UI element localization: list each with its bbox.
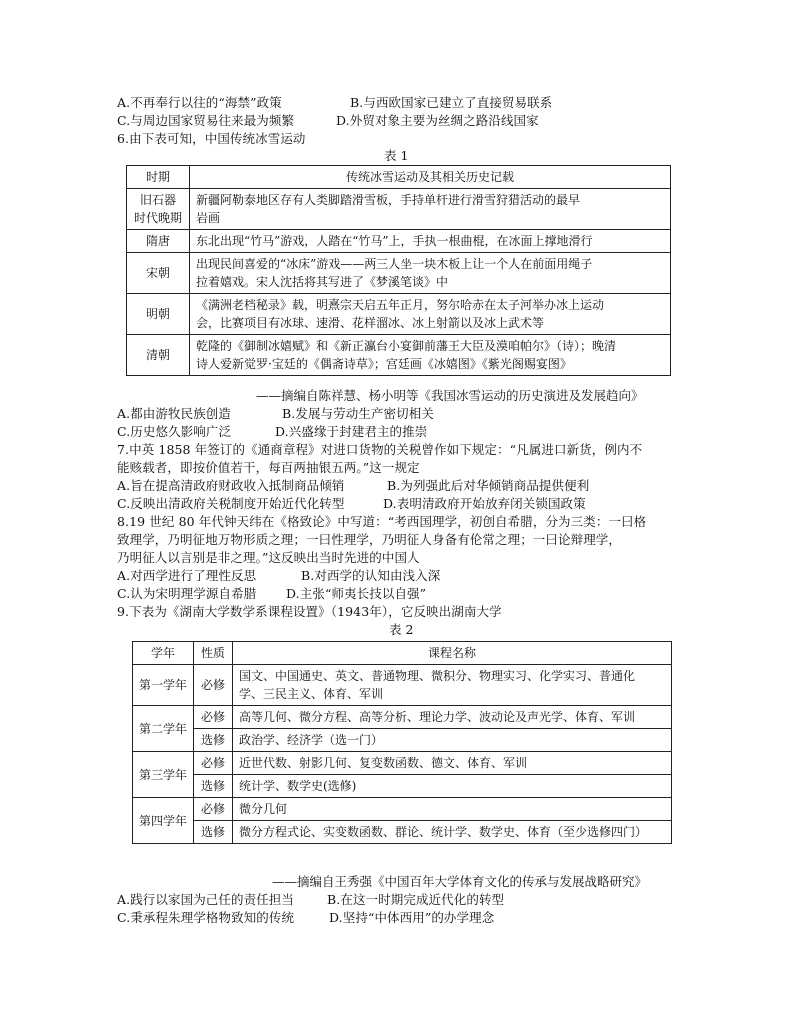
q7-stem-line2: 能赅载者，即按价值若干，每百两抽银五两。”这一规定	[117, 460, 420, 475]
table2-type: 必修	[194, 665, 233, 706]
q5-option-a[interactable]: A.不再奉行以往的“海禁”政策	[117, 95, 282, 110]
q7-options-row2	[117, 496, 586, 511]
table1	[126, 165, 671, 376]
q6-option-a[interactable]: A.都由游牧民族创造	[117, 406, 232, 421]
table-row	[133, 706, 672, 729]
table1-period: 旧石器 时代晚期	[127, 189, 190, 230]
q9-option-c[interactable]: C.秉承程朱理学格物致知的传统	[117, 910, 295, 925]
table-row	[127, 294, 671, 335]
table1-record: 东北出现“竹马”游戏，人踏在“竹马”上，手执一根曲棍，在冰面上撑地滑行	[190, 230, 671, 253]
table1-source: ——摘编自陈祥慧、杨小明等《我国冰雪运动的历史演进及发展趋向》	[256, 388, 644, 403]
q7-options-row1	[117, 478, 589, 493]
table2-courses: 微分方程式论、实变数函数、群论、统计学、数学史、体育（至少选修四门）	[233, 821, 672, 844]
q7-option-b[interactable]: B.为列强此后对华倾销商品提供便利	[387, 478, 590, 493]
q9-options-row1	[117, 892, 504, 907]
table-row	[133, 665, 672, 706]
table1-period: 清朝	[127, 335, 190, 376]
table2-type: 必修	[194, 706, 233, 729]
table2-title: 表 2	[389, 622, 414, 637]
table-row	[127, 189, 671, 230]
table2-year: 第四学年	[133, 798, 194, 844]
table2-courses: 统计学、数学史(选修)	[233, 775, 672, 798]
q8-stem-line2: 致理学，乃明征地万物形质之理；一曰性理学，乃明征人身备有伦常之理；一曰论辩理学，	[117, 532, 622, 547]
table2-type: 选修	[194, 775, 233, 798]
table-row	[133, 821, 672, 844]
table-row	[127, 335, 671, 376]
table2-type: 必修	[194, 752, 233, 775]
q9-options-row2	[117, 910, 494, 925]
q8-stem-line3: 乃明征人以言别是非之理。”这反映出当时先进的中国人	[117, 550, 420, 565]
table1-record: 出现民间喜爱的“冰床”游戏——两三人坐一块木板上让一个人在前面用绳子 拉着嬉戏。宋人沈括将其写进了《梦溪笔谈》中	[190, 253, 671, 294]
table-row	[133, 798, 672, 821]
table2-header-courses: 课程名称	[233, 642, 672, 665]
table1-header-row	[127, 166, 671, 189]
q6-option-b[interactable]: B.发展与劳动生产密切相关	[282, 406, 434, 421]
table1-record: 《满洲老档秘录》载，明熹宗天启五年正月，努尔哈赤在太子河举办冰上运动 会，比赛项目有冰球、速滑、花样溜冰、冰上射箭以及冰上武术等	[190, 294, 671, 335]
table-row	[133, 775, 672, 798]
q7-option-c[interactable]: C.反映出清政府关税制度开始近代化转型	[117, 496, 345, 511]
table1-record: 乾隆的《御制冰嬉赋》和《新正瀛台小宴御前藩王大臣及漠咱帕尔》（诗）；晚清 诗人爱新觉罗·宝廷的《偶斋诗草》；宫廷画《冰嬉图》《紫光阁赐宴图》	[190, 335, 671, 376]
table2-header-row	[133, 642, 672, 665]
q5-options-row2	[117, 113, 539, 128]
table1-period: 明朝	[127, 294, 190, 335]
q8-option-b[interactable]: B.对西学的认知由浅入深	[301, 568, 441, 583]
q8-options-row1	[117, 568, 440, 583]
q9-option-a[interactable]: A.践行以家国为己任的责任担当	[117, 892, 295, 907]
q5-option-d[interactable]: D.外贸对象主要为丝绸之路沿线国家	[336, 113, 539, 128]
table1-period: 宋朝	[127, 253, 190, 294]
table2-header-year: 学年	[133, 642, 194, 665]
table2-courses: 高等几何、微分方程、高等分析、理论力学、波动论及声光学、体育、军训	[233, 706, 672, 729]
q9-option-b[interactable]: B.在这一时期完成近代化的转型	[327, 892, 505, 907]
table2-courses: 微分几何	[233, 798, 672, 821]
table2-courses: 国文、中国通史、英文、普通物理、微积分、物理实习、化学实习、普通化 学、三民主义、体育、军训	[233, 665, 672, 706]
table2-type: 选修	[194, 729, 233, 752]
q8-option-d[interactable]: D.主张“师夷长技以自强”	[286, 586, 427, 601]
table2-source: ——摘编自王秀强《中国百年大学体育文化的传承与发展战略研究》	[272, 874, 648, 889]
table2-year: 第三学年	[133, 752, 194, 798]
q8-options-row2	[117, 586, 426, 601]
table1-header-record: 传统冰雪运动及其相关历史记载	[190, 166, 671, 189]
q5-option-b[interactable]: B.与西欧国家已建立了直接贸易联系	[350, 95, 553, 110]
q8-option-a[interactable]: A.对西学进行了理性反思	[117, 568, 257, 583]
q6-option-d[interactable]: D.兴盛缘于封建君主的推崇	[275, 424, 428, 439]
table-row	[127, 230, 671, 253]
table2-year: 第二学年	[133, 706, 194, 752]
table2-courses: 近世代数、射影几何、复变数函数、德文、体育、军训	[233, 752, 672, 775]
q6-options-row2	[117, 424, 427, 439]
q9-option-d[interactable]: D.坚持“中体西用”的办学理念	[329, 910, 495, 925]
table2-header-type: 性质	[194, 642, 233, 665]
table1-header-period: 时期	[127, 166, 190, 189]
q6-stem: 6.由下表可知，中国传统冰雪运动	[117, 131, 306, 146]
table1-period: 隋唐	[127, 230, 190, 253]
q8-option-c[interactable]: C.认为宋明理学源自希腊	[117, 586, 257, 601]
table-row	[133, 752, 672, 775]
q7-option-a[interactable]: A.旨在提高清政府财政收入抵制商品倾销	[117, 478, 345, 493]
q8-stem-line1: 8.19 世纪 80 年代钟天纬在《格致论》中写道：“考西国理学，初创自希腊，分为三类：一曰格	[117, 514, 647, 529]
table-row	[127, 253, 671, 294]
table2-year: 第一学年	[133, 665, 194, 706]
table2-courses: 政治学、经济学（选一门）	[233, 729, 672, 752]
table2-type: 选修	[194, 821, 233, 844]
q6-options-row1	[117, 406, 434, 421]
table-row	[133, 729, 672, 752]
q5-option-c[interactable]: C.与周边国家贸易往来最为频繁	[117, 113, 295, 128]
q7-option-d[interactable]: D.表明清政府开始放弃闭关锁国政策	[383, 496, 586, 511]
q9-stem: 9.下表为《湖南大学数学系课程设置》（1943年），它反映出湖南大学	[117, 604, 502, 619]
q7-stem-line1: 7.中英 1858 年签订的《通商章程》对进口货物的关税曾作如下规定：“凡属进口新货，例内不	[117, 442, 643, 457]
table2-type: 必修	[194, 798, 233, 821]
table1-title: 表 1	[384, 148, 409, 163]
table2	[132, 641, 672, 844]
q6-option-c[interactable]: C.历史悠久影响广泛	[117, 424, 232, 439]
table1-record: 新疆阿勒泰地区存有人类脚踏滑雪板，手持单杆进行滑雪狩猎活动的最早 岩画	[190, 189, 671, 230]
q5-options-row1	[117, 95, 552, 110]
